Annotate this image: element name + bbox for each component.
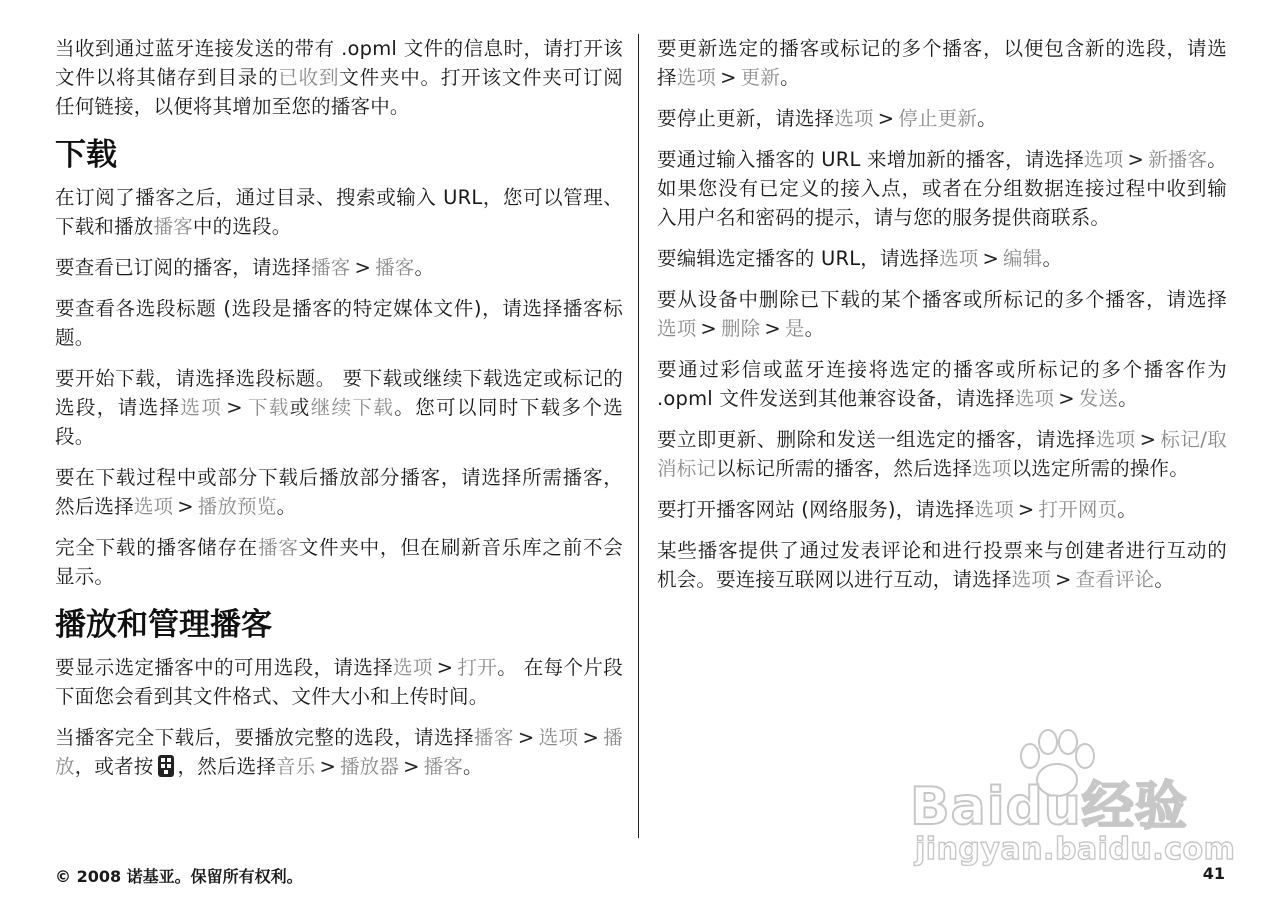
menu-term: 下载 xyxy=(246,396,290,419)
menu-separator: > xyxy=(764,317,781,340)
menu-term: 播客 xyxy=(473,726,514,749)
text: 某些播客提供了通过发表评论和进行投票来与创建者进行互动的机会。要连接互联网以进行互动，请选择 xyxy=(657,539,1227,591)
paragraph-update xyxy=(657,34,1227,92)
text: ，然后选择 xyxy=(177,755,277,778)
text: 。 xyxy=(1118,387,1138,410)
menu-separator: > xyxy=(700,317,717,340)
paragraph-delete xyxy=(657,285,1227,343)
menu-term: 停止更新 xyxy=(898,107,978,130)
menu-term: 选项 xyxy=(974,498,1014,521)
paragraph-open-website xyxy=(657,495,1227,524)
paragraph-play-preview xyxy=(55,463,623,521)
text: 要编辑选定播客的 URL，请选择 xyxy=(657,247,940,270)
menu-term: 选项 xyxy=(676,66,717,89)
text: 要打开播客网站 (网络服务)，请选择 xyxy=(657,498,975,521)
paragraph-send-opml xyxy=(657,355,1227,413)
menu-term: 选项 xyxy=(834,107,874,130)
text: 。 如果您没有已定义的接入点，或者在分组数据连接过程中收到输入用户名和密码的提示，请与您的服务提供商联系。 xyxy=(657,148,1227,229)
text: 要立即更新、删除和发送一组选定的播客，请选择 xyxy=(657,428,1096,451)
menu-separator: > xyxy=(982,247,1000,270)
menu-term: 是 xyxy=(784,317,805,340)
paragraph-add-by-url xyxy=(657,145,1227,232)
menu-separator: > xyxy=(1127,148,1145,171)
menu-term: 查看评论 xyxy=(1075,568,1155,591)
menu-separator: > xyxy=(1017,498,1035,521)
menu-separator: > xyxy=(177,495,194,518)
text: 中的选段。 xyxy=(192,215,292,238)
menu-separator: > xyxy=(582,726,600,749)
menu-term: 选项 xyxy=(1084,148,1124,171)
text: 要从设备中删除已下载的某个播客或所标记的多个播客，请选择 xyxy=(657,288,1227,311)
text: 当播客完全下载后，要播放完整的选段，请选择 xyxy=(55,726,474,749)
right-column xyxy=(657,34,1227,606)
text: 或 xyxy=(289,396,311,419)
text: 。 xyxy=(977,107,997,130)
paragraph-download-intro xyxy=(55,183,623,241)
text: 以选定所需的操作。 xyxy=(1011,457,1189,480)
menu-term: 选项 xyxy=(393,656,433,679)
paragraph-edit-url xyxy=(657,244,1227,273)
text: 。 xyxy=(1042,247,1063,270)
menu-separator: > xyxy=(403,755,420,778)
text: 。 xyxy=(276,495,297,518)
text: 。 xyxy=(780,66,800,89)
paragraph-view-subscribed xyxy=(55,253,623,282)
menu-term: 音乐 xyxy=(276,755,316,778)
menu-separator: > xyxy=(319,755,336,778)
paragraph-storage-note xyxy=(55,533,623,591)
menu-term: 选项 xyxy=(1014,387,1055,410)
menu-key-icon xyxy=(157,753,175,779)
paragraph-receive-opml xyxy=(55,34,623,121)
text: ，或者按 xyxy=(74,755,154,778)
text: 完全下载的播客储存在 xyxy=(55,536,259,559)
menu-term: 选项 xyxy=(1095,428,1136,451)
text: 要在下载过程中或部分下载后播放部分播客，请选择所需播客，然后选择 xyxy=(55,466,623,518)
menu-term: 已收到 xyxy=(278,66,340,89)
text: 要开始下载，请选择选段标题。 要下载或继续下载选定或标记的选段，请选择 xyxy=(55,367,623,419)
menu-term: 标记/取消标记 xyxy=(657,428,1227,480)
paragraph-start-download xyxy=(55,364,623,451)
menu-term: 打开 xyxy=(457,656,498,679)
page-number: 41 xyxy=(1202,864,1225,883)
text: 。 在每个片段下面您会看到其文件格式、文件大小和上传时间。 xyxy=(55,656,623,708)
menu-separator: > xyxy=(877,107,895,130)
text: 要更新选定的播客或标记的多个播客，以便包含新的选段，请选择 xyxy=(657,37,1227,89)
text: 。 xyxy=(414,256,435,279)
text: 在订阅了播客之后，通过目录、搜索或输入 URL，您可以管理、下载和播放 xyxy=(55,186,623,238)
menu-term: 选项 xyxy=(1011,568,1052,591)
menu-separator: > xyxy=(1139,428,1157,451)
menu-term: 播客 xyxy=(423,755,464,778)
menu-term: 选项 xyxy=(133,495,174,518)
text: 文件夹中，但在刷新音乐库之前不会显示。 xyxy=(55,536,624,588)
menu-separator: > xyxy=(226,396,243,419)
heading-play-manage: 播放和管理播客 xyxy=(55,607,272,643)
menu-separator: > xyxy=(517,726,535,749)
menu-term: 删除 xyxy=(720,317,761,340)
text: 。 xyxy=(463,755,483,778)
paragraph-view-titles: 要查看各选段标题 (选段是播客的特定媒体文件)，请选择播客标题。 xyxy=(55,297,623,349)
menu-term: 选项 xyxy=(939,247,979,270)
menu-term: 更新 xyxy=(740,66,781,89)
menu-term: 新播客 xyxy=(1148,148,1208,171)
paragraph-mark-unmark xyxy=(657,425,1227,483)
column-divider xyxy=(638,34,639,838)
text: 以标记所需的播客，然后选择 xyxy=(716,457,973,480)
text: 要停止更新，请选择 xyxy=(657,107,835,130)
paragraph-stop-update xyxy=(657,104,1227,133)
menu-term: 播放器 xyxy=(339,755,400,778)
menu-term: 发送 xyxy=(1078,387,1119,410)
text: 要通过彩信或蓝牙连接将选定的播客或所标记的多个播客作为 .opml 文件发送到其他兼容设备，请选择 xyxy=(657,358,1227,410)
text: 要显示选定播客中的可用选段，请选择 xyxy=(55,656,394,679)
text: 。 xyxy=(1117,498,1137,521)
menu-term: 播客 xyxy=(258,536,299,559)
menu-term: 播放 xyxy=(55,726,624,778)
menu-separator: > xyxy=(436,656,454,679)
menu-term: 选项 xyxy=(180,396,223,419)
menu-term: 打开网页 xyxy=(1038,498,1118,521)
text: 文件夹中。打开该文件夹可订阅任何链接，以便将其增加至您的播客中。 xyxy=(55,66,623,118)
menu-term: 播放预览 xyxy=(197,495,277,518)
text: 要通过输入播客的 URL 来增加新的播客，请选择 xyxy=(657,148,1085,171)
menu-term: 播客 xyxy=(153,215,193,238)
menu-term: 播客 xyxy=(375,256,415,279)
watermark-brand: Baidu经验 xyxy=(910,777,1188,837)
text: 。 xyxy=(1154,568,1175,591)
menu-term: 选项 xyxy=(972,457,1012,480)
menu-separator: > xyxy=(1058,387,1075,410)
copyright-text: © 2008 诺基亚。保留所有权利。 xyxy=(55,867,303,886)
paragraph-play-full xyxy=(55,723,623,781)
menu-separator: > xyxy=(1055,568,1072,591)
text: 当收到通过蓝牙连接发送的带有 .opml 文件的信息时，请打开该文件以将其储存到目录的 xyxy=(55,37,623,89)
text: 。您可以同时下载多个选段。 xyxy=(55,396,624,448)
text: 要查看已订阅的播客，请选择 xyxy=(55,256,312,279)
menu-separator: > xyxy=(354,256,372,279)
menu-term: 编辑 xyxy=(1003,247,1043,270)
text: 。 xyxy=(804,317,825,340)
left-column xyxy=(55,34,623,793)
menu-term: 播客 xyxy=(311,256,351,279)
menu-term: 继续下载 xyxy=(310,396,395,419)
heading-download: 下载 xyxy=(55,137,117,173)
menu-separator: > xyxy=(720,66,737,89)
paragraph-show-episodes xyxy=(55,653,623,711)
page-footer xyxy=(55,860,1225,890)
watermark-url: jingyan.baidu.com xyxy=(915,832,1236,867)
menu-term: 选项 xyxy=(538,726,579,749)
menu-term: 选项 xyxy=(657,317,697,340)
paragraph-comments xyxy=(657,536,1227,594)
